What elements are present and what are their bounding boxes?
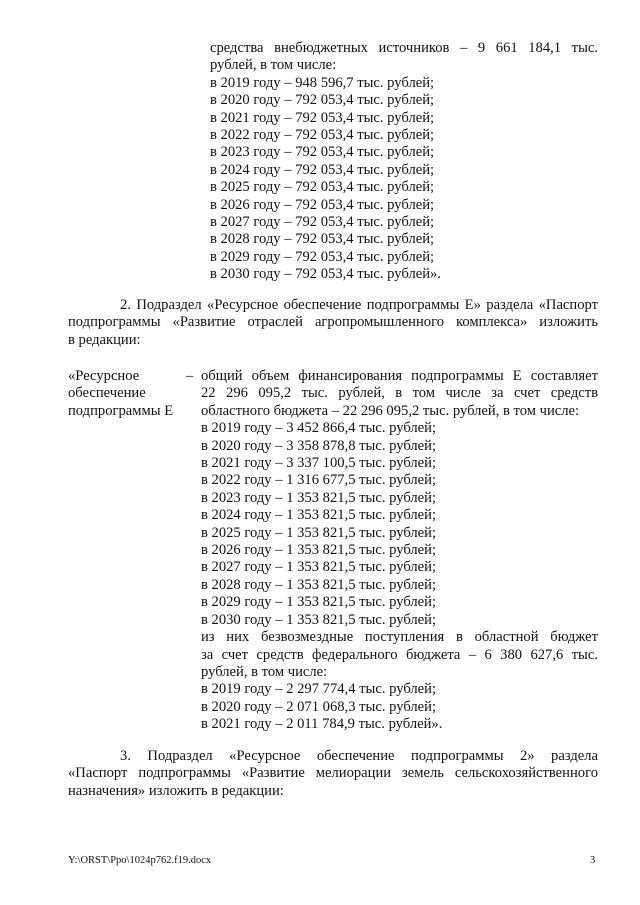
year-line: в 2026 году – 1 353 821,5 тыс. рублей; [201,542,437,559]
year-line: в 2028 году – 1 353 821,5 тыс. рублей; [201,576,437,593]
extrabudgetary-intro-line-2: рублей, в том числе: [210,57,337,74]
funding-intro-line-3: областного бюджета – 22 296 095,2 тыс. рублей, в том числе: [201,402,580,419]
year-line: в 2022 году – 1 316 677,5 тыс. рублей; [201,472,437,489]
extrabudgetary-intro-line-1: средства внебюджетных источников – 9 661 184,1 тыс. [210,40,598,56]
paragraph-2-line-2: подпрограммы «Развитие отраслей агропромышленного комплекса» изложить [68,314,598,331]
year-line: в 2028 году – 792 053,4 тыс. рублей; [210,231,435,248]
paragraph-3 [68,748,598,800]
footer-file-path: Y:\ORST\Ppo\1024p762.f19.docx [68,855,212,866]
year-line: в 2030 году – 1 353 821,5 тыс. рублей; [201,611,437,628]
federal-year-line: в 2020 году – 2 071 068,3 тыс. рублей; [201,698,437,715]
year-line: в 2020 году – 3 358 878,8 тыс. рублей; [201,437,437,454]
funding-intro-line-2: 22 296 095,2 тыс. рублей, в том числе за счет средств [201,385,598,402]
year-line: в 2027 году – 792 053,4 тыс. рублей; [210,214,435,231]
year-line: в 2023 году – 792 053,4 тыс. рублей; [210,144,435,161]
federal-intro-line-2: за счет средств федерального бюджета – 6 380 627,6 тыс. [201,646,598,663]
year-line: в 2029 году – 792 053,4 тыс. рублей; [210,248,435,265]
year-line: в 2029 году – 1 353 821,5 тыс. рублей; [201,594,437,611]
year-line: в 2021 году – 3 337 100,5 тыс. рублей; [201,455,437,472]
year-line: в 2020 году – 792 053,4 тыс. рублей; [210,92,435,109]
resource-provision-label [68,368,194,420]
paragraph-2 [68,297,598,349]
resource-label-line-1: «Ресурсное [68,368,140,384]
label-dash: – [186,368,194,384]
year-line: в 2026 году – 792 053,4 тыс. рублей; [210,196,435,213]
federal-year-line: в 2021 году – 2 011 784,9 тыс. рублей». [201,716,443,733]
resource-label-line-2: обеспечение [68,385,146,402]
year-line: в 2022 году – 792 053,4 тыс. рублей; [210,127,435,144]
page-number: 3 [590,855,596,866]
federal-intro-line-3: рублей, в том числе: [201,663,328,680]
federal-year-line: в 2019 году – 2 297 774,4 тыс. рублей; [201,681,437,698]
year-line: в 2019 году – 3 452 866,4 тыс. рублей; [201,420,437,437]
funding-intro-line-1: общий объем финансирования подпрограммы Е составляет [201,368,598,384]
resource-label-line-3: подпрограммы Е [68,402,174,419]
paragraph-3-line-3: назначения» изложить в редакции: [68,782,284,799]
year-line: в 2025 году – 792 053,4 тыс. рублей; [210,179,435,196]
year-line: в 2021 году – 792 053,4 тыс. рублей; [210,109,435,126]
year-line: в 2025 году – 1 353 821,5 тыс. рублей; [201,524,437,541]
subprogram-e-funding-block [201,368,598,734]
paragraph-3-line-2: «Паспорт подпрограммы «Развитие мелиорации земель сельскохозяйственного [68,765,598,782]
paragraph-2-line-3: в редакции: [68,331,141,348]
federal-intro-line-1: из них безвозмездные поступления в областной бюджет [201,629,598,646]
paragraph-2-line-1: 2. Подраздел «Ресурсное обеспечение подпрограммы Е» раздела «Паспорт [120,297,598,313]
year-line: в 2030 году – 792 053,4 тыс. рублей». [210,266,441,283]
extrabudgetary-funding-block [210,40,598,284]
year-line: в 2019 году – 948 596,7 тыс. рублей; [210,74,435,91]
year-line: в 2024 году – 792 053,4 тыс. рублей; [210,161,435,178]
year-line: в 2023 году – 1 353 821,5 тыс. рублей; [201,489,437,506]
year-line: в 2027 году – 1 353 821,5 тыс. рублей; [201,559,437,576]
year-line: в 2024 году – 1 353 821,5 тыс. рублей; [201,507,437,524]
paragraph-3-line-1: 3. Подраздел «Ресурсное обеспечение подпрограммы 2» раздела [120,748,598,764]
